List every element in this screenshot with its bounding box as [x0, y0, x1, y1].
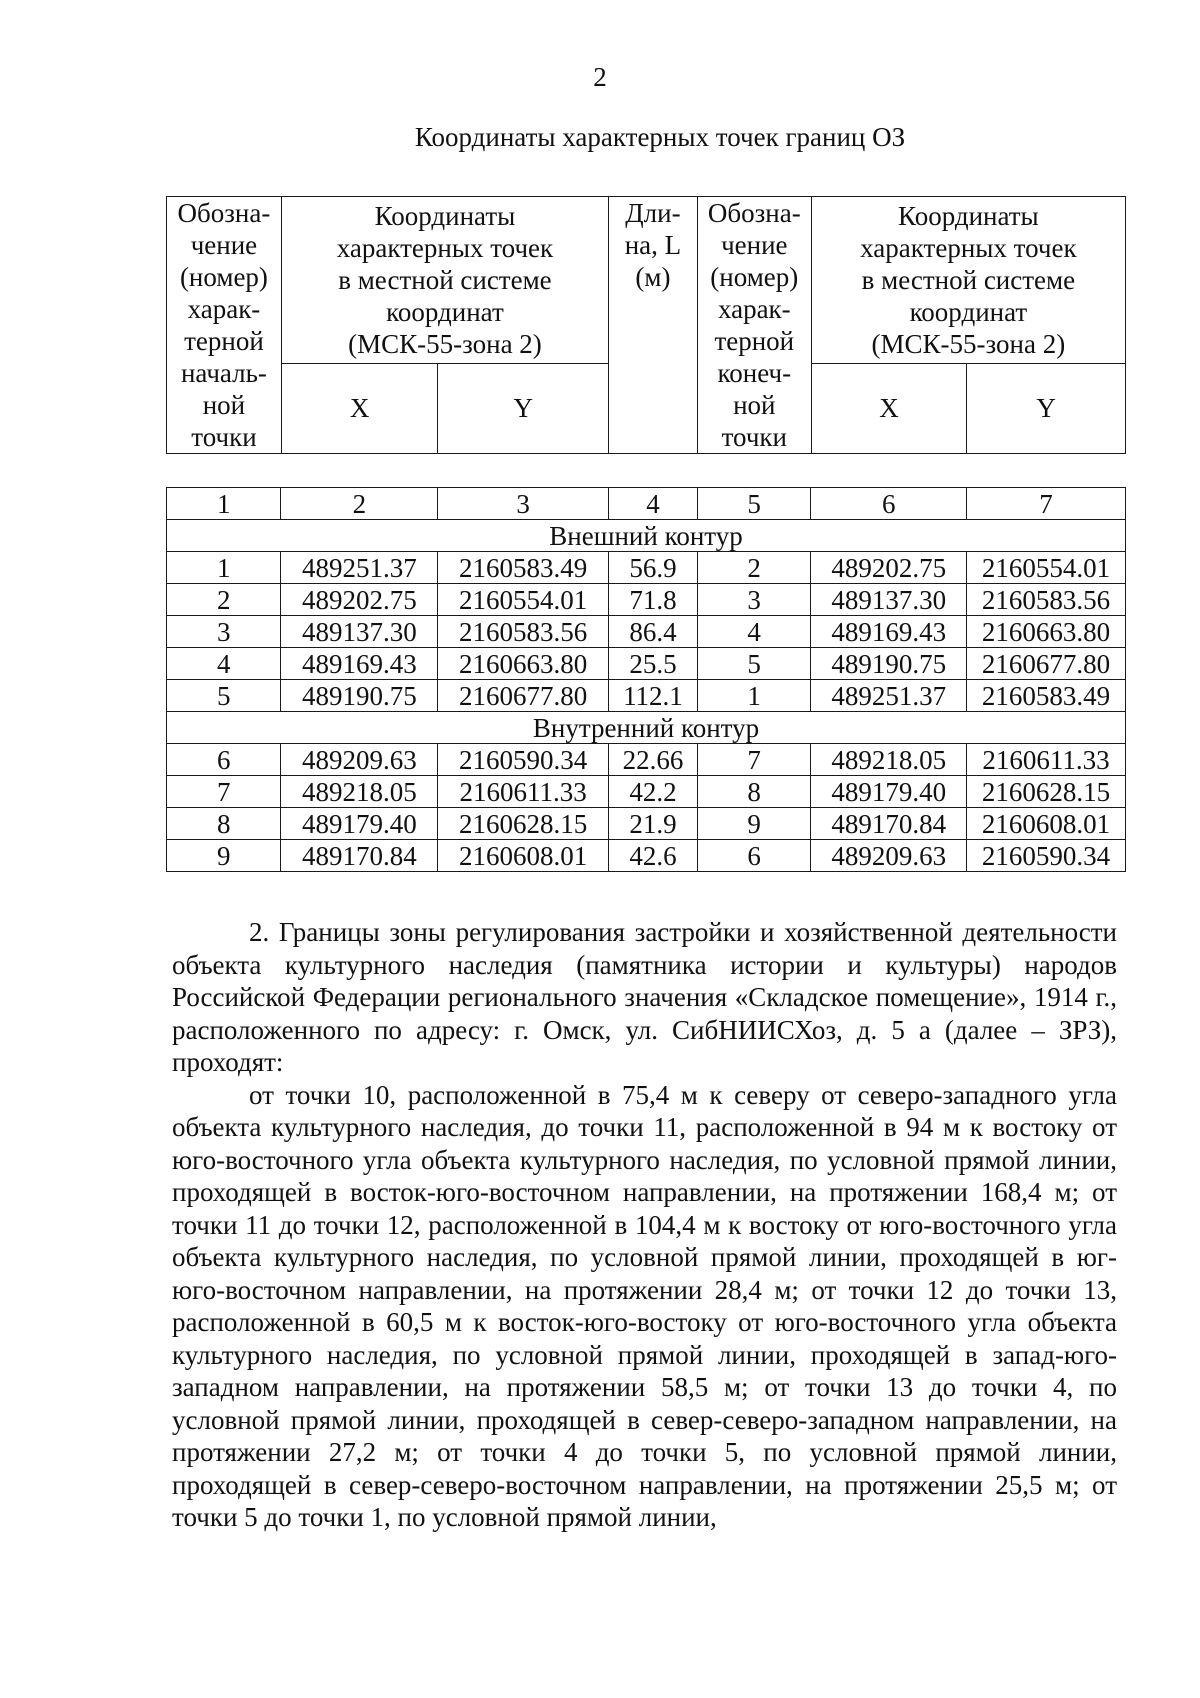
table-cell: 2160677.80 [967, 648, 1126, 680]
table-cell: 2160554.01 [967, 552, 1126, 584]
section-row [167, 712, 1126, 744]
section-row [167, 520, 1126, 552]
table-cell: 2160663.80 [438, 648, 609, 680]
table-cell: 489179.40 [811, 776, 967, 808]
table-cell: 489218.05 [281, 776, 438, 808]
table-cell: 2160663.80 [967, 616, 1126, 648]
table-row [167, 648, 1126, 680]
table-cell: 489251.37 [281, 552, 438, 584]
table-cell: 2160628.15 [967, 776, 1126, 808]
paragraph-1: 2. Границы зоны регулирования застройки и хозяйственной деятельности объекта культурного наследия (памятника истории и культуры) народов Российской Федерации регионального значения «Складское помещение», 1914 г., расположенного по адресу: г. Омск, ул. СибНИИСХоз, д. 5 а (далее – ЗРЗ), проходят: [172, 917, 1117, 1077]
body-text [172, 916, 1117, 1534]
table-cell: 42.6 [609, 840, 698, 872]
table-cell: 489169.43 [811, 616, 967, 648]
table-row [167, 584, 1126, 616]
column-number-cell: 1 [167, 488, 281, 520]
table-cell: 489179.40 [281, 808, 438, 840]
table-cell: 5 [167, 680, 281, 712]
table-cell: 489218.05 [811, 744, 967, 776]
table-cell: 6 [167, 744, 281, 776]
table-cell: 7 [167, 776, 281, 808]
table-cell: 2160677.80 [438, 680, 609, 712]
table-cell: 86.4 [609, 616, 698, 648]
table-cell: 489170.84 [281, 840, 438, 872]
table-cell: 489169.43 [281, 648, 438, 680]
page-number: 2 [593, 62, 607, 92]
table-cell: 6 [697, 840, 810, 872]
table-cell: 489170.84 [811, 808, 967, 840]
length-header: Дли- на, L (м) [609, 197, 698, 454]
table-cell: 2160611.33 [438, 776, 609, 808]
table-cell: 4 [167, 648, 281, 680]
table-cell: 2160590.34 [438, 744, 609, 776]
table-cell: 2160608.01 [967, 808, 1126, 840]
table-cell: 2160583.49 [438, 552, 609, 584]
table-cell: 8 [167, 808, 281, 840]
table-cell: 2160554.01 [438, 584, 609, 616]
table-cell: 7 [697, 744, 810, 776]
table-row [167, 840, 1126, 872]
table-cell: 2160590.34 [967, 840, 1126, 872]
table-cell: 2160583.56 [967, 584, 1126, 616]
table-cell: 21.9 [609, 808, 698, 840]
table-cell: 489202.75 [281, 584, 438, 616]
section-title: Внутренний контур [167, 712, 1126, 744]
table-cell: 9 [697, 808, 810, 840]
table-cell: 2160608.01 [438, 840, 609, 872]
coordinates-table-body [166, 487, 1126, 872]
table-cell: 56.9 [609, 552, 698, 584]
table-row [167, 776, 1126, 808]
table-cell: 489190.75 [281, 680, 438, 712]
column-number-cell: 5 [697, 488, 810, 520]
x2-header: X [811, 363, 967, 453]
section-title: Внешний контур [167, 520, 1126, 552]
table-cell: 3 [167, 616, 281, 648]
x-header: X [281, 363, 438, 453]
table-row [167, 616, 1126, 648]
end-point-header: Обозна- чение (номер) харак- терной конеч- ной точки [697, 197, 811, 454]
coordinates-table-header [166, 196, 1126, 454]
table-cell: 22.66 [609, 744, 698, 776]
table-cell: 489209.63 [281, 744, 438, 776]
table-cell: 2 [167, 584, 281, 616]
column-number-cell: 7 [967, 488, 1126, 520]
y-header: Y [438, 363, 609, 453]
table-cell: 1 [167, 552, 281, 584]
table-cell: 489137.30 [281, 616, 438, 648]
table-cell: 2 [697, 552, 810, 584]
y2-header: Y [967, 363, 1126, 453]
table-cell: 2160611.33 [967, 744, 1126, 776]
table-cell: 9 [167, 840, 281, 872]
table-cell: 2160628.15 [438, 808, 609, 840]
table-cell: 71.8 [609, 584, 698, 616]
table-cell: 489137.30 [811, 584, 967, 616]
table-row [167, 744, 1126, 776]
column-number-cell: 6 [811, 488, 967, 520]
table-row [167, 552, 1126, 584]
column-number-cell: 4 [609, 488, 698, 520]
table-row [167, 680, 1126, 712]
coords-start-header: Координаты характерных точек в местной системе координат (МСК-55-зона 2) [281, 197, 608, 364]
table-cell: 1 [697, 680, 810, 712]
table-cell: 3 [697, 584, 810, 616]
table-cell: 8 [697, 776, 810, 808]
table-cell: 489202.75 [811, 552, 967, 584]
paragraph-2: от точки 10, расположенной в 75,4 м к северу от северо-западного угла объекта культурного наследия, до точки 11, расположенной в 94 м к востоку от юго-восточного угла объекта культурного наследия, по условной прямой линии, проходящей в восток-юго-восточном направлении, на протяжении 168,4 м; от точки 11 до точки 12, расположенной в 104,4 м к востоку от юго-восточного угла объекта культурного наследия, по условной прямой линии, проходящей в юг-юго-восточном направлении, на протяжении 28,4 м; от точки 12 до точки 13, расположенной в 60,5 м к восток-юго-востоку от юго-восточного угла объекта культурного наследия, по условной прямой линии, проходящей в запад-юго-западном направлении, на протяжении 58,5 м; от точки 13 до точки 4, по условной прямой линии, проходящей в север-северо-западном направлении, на протяжении 27,2 м; от точки 4 до точки 5, по условной прямой линии, проходящей в север-северо-восточном направлении, на протяжении 25,5 м; от точки 5 до точки 1, по условной прямой линии, [172, 1079, 1117, 1532]
table-cell: 2160583.49 [967, 680, 1126, 712]
table-row [167, 808, 1126, 840]
start-point-header: Обозна- чение (номер) харак- терной началь- ной точки [167, 197, 282, 454]
table-cell: 2160583.56 [438, 616, 609, 648]
table-cell: 25.5 [609, 648, 698, 680]
coords-end-header: Координаты характерных точек в местной системе координат (МСК-55-зона 2) [811, 197, 1125, 364]
table-title: Координаты характерных точек границ ОЗ [414, 122, 906, 152]
column-numbers-row [167, 488, 1126, 520]
column-number-cell: 2 [281, 488, 438, 520]
table-cell: 42.2 [609, 776, 698, 808]
table-cell: 489251.37 [811, 680, 967, 712]
column-number-cell: 3 [438, 488, 609, 520]
table-cell: 489190.75 [811, 648, 967, 680]
table-cell: 4 [697, 616, 810, 648]
table-cell: 5 [697, 648, 810, 680]
table-cell: 489209.63 [811, 840, 967, 872]
table-cell: 112.1 [609, 680, 698, 712]
